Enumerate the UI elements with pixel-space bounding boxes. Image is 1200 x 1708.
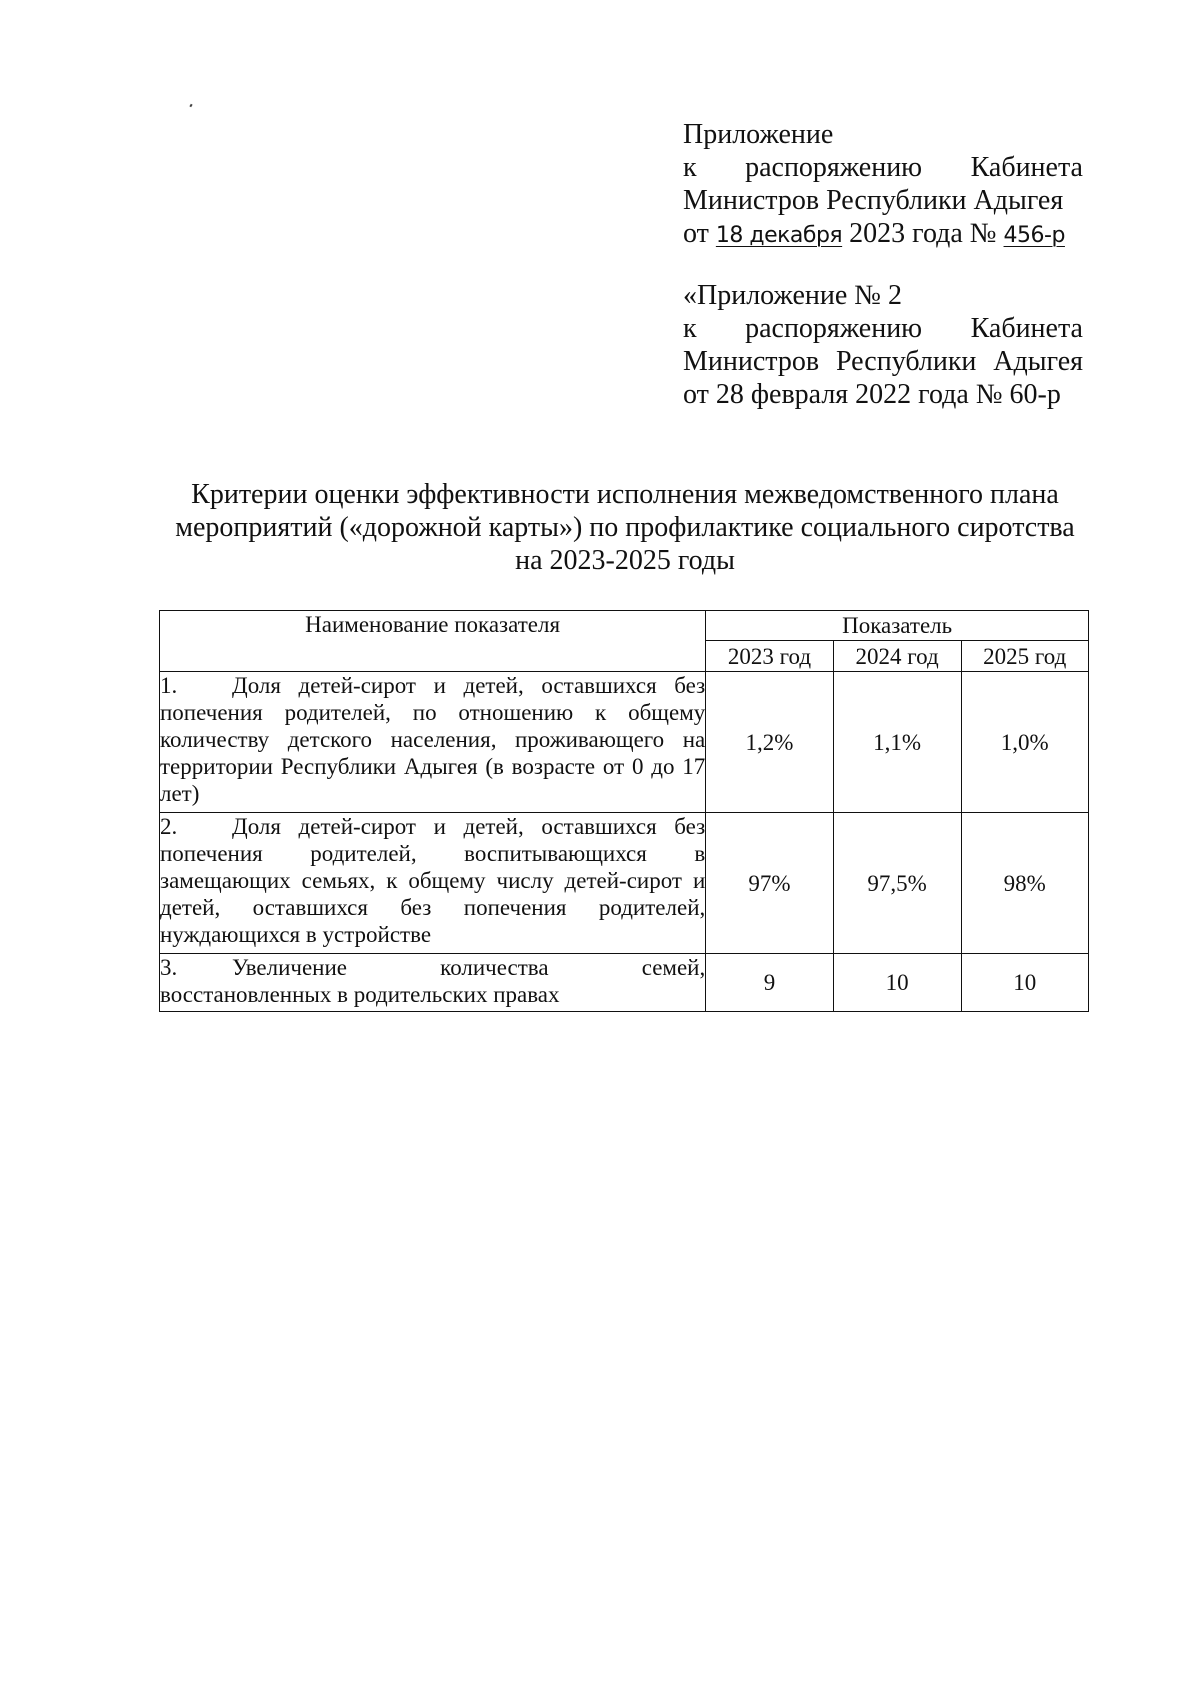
prior-attachment-adygea-word: Адыгея <box>993 346 1083 377</box>
criterion-cell <box>160 672 706 813</box>
prior-attachment-ministers-line <box>683 345 1083 378</box>
value-cell-2023: 97% <box>706 813 833 954</box>
value-cell-2023: 9 <box>706 954 833 1012</box>
document-title-line-2: мероприятий («дорожной карты») по профилактике социального сиротства <box>175 512 1075 543</box>
criteria-table <box>159 610 1089 1012</box>
table-row <box>160 672 1089 813</box>
attachment-number-handwritten: 456-р <box>1003 223 1065 248</box>
attachment-date-prefix: от <box>683 218 709 249</box>
prior-attachment-order-word: распоряжению <box>745 313 923 344</box>
attachment-title: Приложение <box>683 119 834 150</box>
attachment-date-line <box>683 217 1083 252</box>
attachment-date-handwritten: 18 декабря <box>715 223 843 248</box>
criterion-number: 3. <box>160 955 178 980</box>
attachment-order-word: распоряжению <box>745 152 923 183</box>
prior-attachment-date-line: от 28 февраля 2022 года № 60-р <box>683 379 1061 410</box>
indicator-name-header: Наименование показателя <box>160 611 706 672</box>
value-cell-2025: 10 <box>961 954 1088 1012</box>
value-cell-2024: 1,1% <box>833 672 961 813</box>
attachment-header <box>683 118 1083 252</box>
attachment-order-line <box>683 151 1083 184</box>
prior-attachment-order-line <box>683 312 1083 345</box>
prior-attachment-header <box>683 279 1083 411</box>
value-cell-2024: 97,5% <box>833 813 961 954</box>
criterion-text: Доля детей-сирот и детей, оставшихся без попечения родителей, по отношению к общему количеству детского населения, проживающего на территории Республики Адыгея (в возрасте от 0 до 17 лет) <box>160 673 706 806</box>
document-title-line-3: на 2023-2025 годы <box>515 545 735 576</box>
criterion-text: Увеличение количества семей, восстановленных в родительских правах <box>160 955 706 1007</box>
value-cell-2024: 10 <box>833 954 961 1012</box>
criterion-number: 1. <box>160 673 178 698</box>
document-title-line-1: Критерии оценки эффективности исполнения межведомственного плана <box>191 479 1059 510</box>
prior-attachment-cabinet-word: Кабинета <box>970 313 1083 344</box>
criterion-cell <box>160 954 706 1012</box>
attachment-cabinet-word: Кабинета <box>970 152 1083 183</box>
year-header-2025: 2025 год <box>961 641 1088 672</box>
criterion-cell <box>160 813 706 954</box>
table-header-row <box>160 611 1089 641</box>
value-cell-2023: 1,2% <box>706 672 833 813</box>
year-header-2023: 2023 год <box>706 641 833 672</box>
year-header-2024: 2024 год <box>833 641 961 672</box>
prior-attachment-ministers-word: Министров <box>683 346 820 377</box>
criterion-number: 2. <box>160 814 178 839</box>
attachment-year-text: 2023 года № <box>849 218 997 249</box>
criterion-text: Доля детей-сирот и детей, оставшихся без попечения родителей, воспитывающихся в замещающих семьях, к общему числу детей-сирот и детей, оставшихся без попечения родителей, нуждающихся в устройстве <box>160 814 706 947</box>
indicator-value-header: Показатель <box>706 611 1089 641</box>
table-row <box>160 954 1089 1012</box>
scan-speck <box>189 104 192 108</box>
attachment-ministers-line: Министров Республики Адыгея <box>683 185 1064 216</box>
value-cell-2025: 1,0% <box>961 672 1088 813</box>
document-title <box>150 478 1100 577</box>
table-row <box>160 813 1089 954</box>
prior-attachment-title: «Приложение № 2 <box>683 280 902 311</box>
attachment-to-word: к <box>683 152 697 183</box>
prior-attachment-republic-word: Республики <box>835 346 977 377</box>
prior-attachment-to-word: к <box>683 313 697 344</box>
value-cell-2025: 98% <box>961 813 1088 954</box>
